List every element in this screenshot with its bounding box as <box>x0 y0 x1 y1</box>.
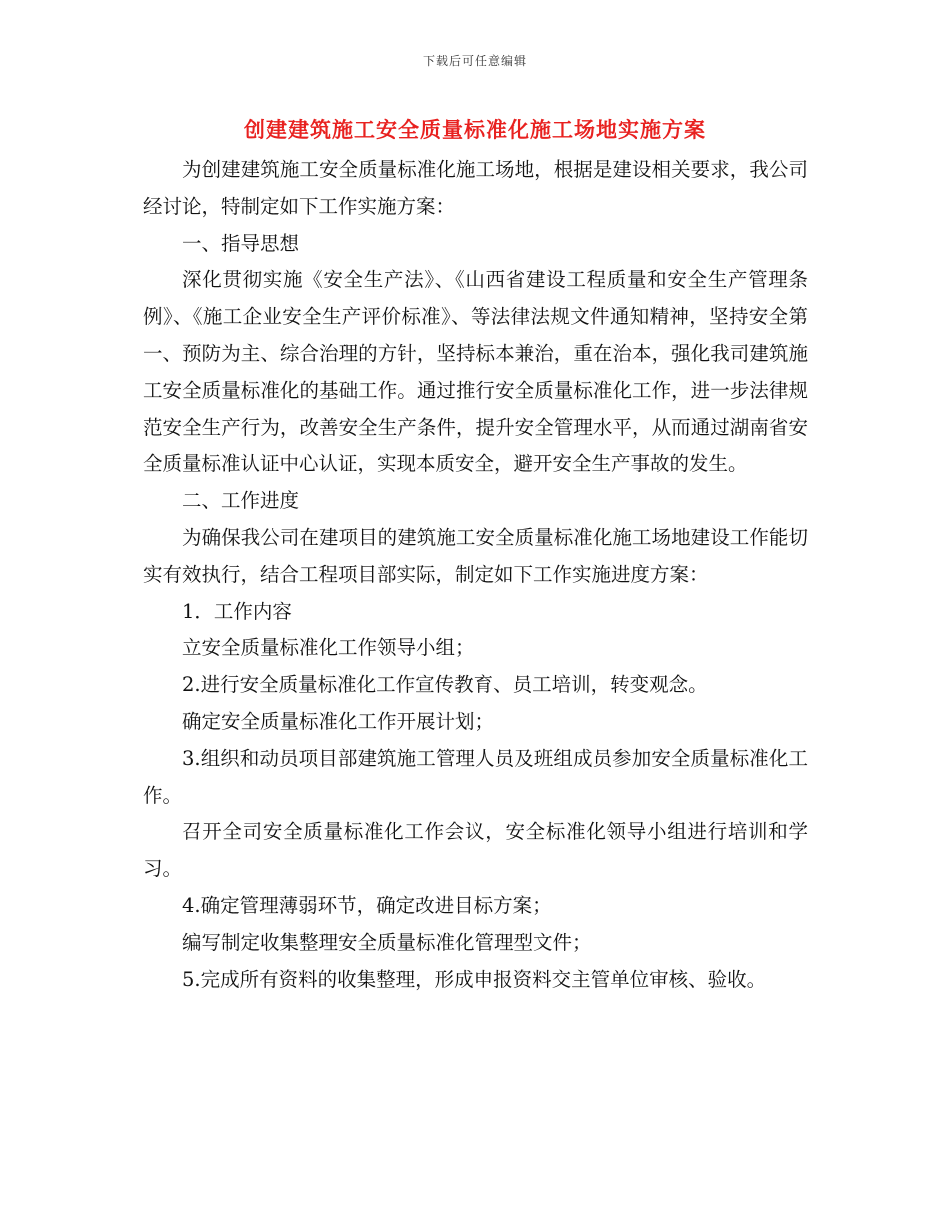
list-item: 立安全质量标准化工作领导小组； <box>182 636 475 660</box>
list-item: 4.确定管理薄弱环节，确定改进目标方案； <box>182 893 552 917</box>
list-item: 召开全司安全质量标准化工作会议，安全标准化领导小组进行培训和学习。 <box>143 820 808 881</box>
list-item: 2.进行安全质量标准化工作宣传教育、员工培训，转变观念。 <box>182 673 708 697</box>
section-heading-work-progress: 二、工作进度 <box>182 489 300 513</box>
document-body <box>143 152 808 998</box>
list-item: 编写制定收集整理安全质量标准化管理型文件； <box>182 930 592 954</box>
paragraph-work-progress: 为确保我公司在建项目的建筑施工安全质量标准化施工场地建设工作能切实有效执行，结合工程项目部实际，制定如下工作实施进度方案： <box>143 525 808 586</box>
paragraph-intro: 为创建建筑施工安全质量标准化施工场地，根据是建设相关要求，我公司经讨论，特制定如下工作实施方案： <box>143 158 808 218</box>
document-title: 创建建筑施工安全质量标准化施工场地实施方案 <box>244 117 706 142</box>
list-item: 确定安全质量标准化工作开展计划； <box>182 709 495 733</box>
list-item: 5.完成所有资料的收集整理，形成申报资料交主管单位审核、验收。 <box>182 967 767 991</box>
header-note: 下载后可任意编辑 <box>422 54 527 68</box>
list-item: 3.组织和动员项目部建筑施工管理人员及班组成员参加安全质量标准化工作。 <box>143 746 808 807</box>
subheading-work-content: 1．工作内容 <box>182 599 292 623</box>
section-heading-guiding-thought: 一、指导思想 <box>182 231 300 255</box>
paragraph-guiding-thought: 深化贯彻实施《安全生产法》、《山西省建设工程质量和安全生产管理条例》、《施工企业安全生产评价标准》、等法律法规文件通知精神，坚持安全第一、预防为主、综合治理的方针，坚持标本兼治，重在治本，强化我司建筑施工安全质量标准化的基础工作。通过推行安全质量标准化工作，进一步法律规范安全生产行为，改善安全生产条件，提升安全管理水平，从而通过湖南省安全质量标准认证中心认证，实现本质安全，避开安全生产事故的发生。 <box>143 268 808 476</box>
